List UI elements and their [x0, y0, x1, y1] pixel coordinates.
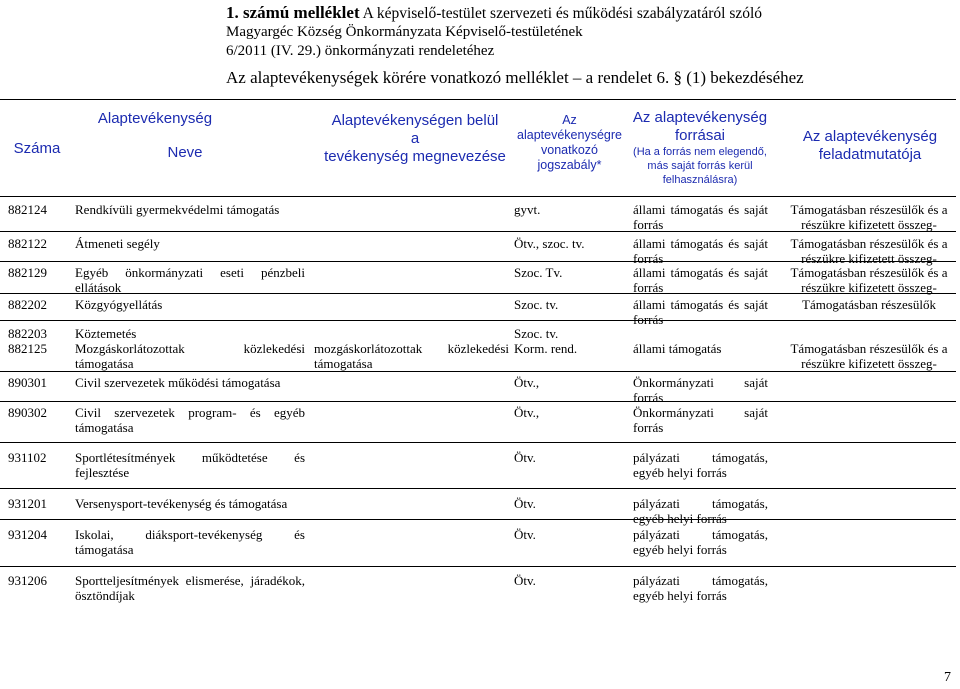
row-931206-name-line: ösztöndíjak	[75, 588, 135, 603]
row-882203-code: 882203	[8, 326, 47, 341]
title-bold: 1. számú melléklet	[226, 3, 360, 22]
row-931102-law: Ötv.	[514, 450, 536, 465]
row-882124-law: gyvt.	[514, 202, 541, 217]
row-divider	[0, 401, 956, 402]
header-neve: Neve	[167, 144, 203, 161]
header-forrasai	[620, 109, 780, 187]
row-882122-indicator-line: Támogatásban részesülők és a	[790, 236, 948, 251]
row-931204-source-line: egyéb helyi forrás	[633, 542, 727, 557]
row-882122-indicator-line: részükre kifizetett összeg-	[801, 251, 937, 266]
row-931204-name-line: Iskolai, diáksport-tevékenység és	[75, 527, 305, 542]
header-forrasai-3: (Ha a forrás nem elegendő,	[633, 146, 767, 158]
row-882124-source-line: forrás	[633, 217, 664, 232]
row-882125-activity-line: támogatása	[314, 356, 373, 371]
row-882129-code: 882129	[8, 265, 47, 280]
row-divider	[0, 519, 956, 520]
row-931201-source-line: pályázati támogatás,	[633, 496, 768, 511]
row-882122-law: Ötv., szoc. tv.	[514, 236, 585, 251]
row-882202-law: Szoc. tv.	[514, 297, 559, 312]
row-882124-indicator-line: részükre kifizetett összeg-	[801, 217, 937, 232]
row-882125-indicator-line: Támogatásban részesülők és a	[790, 341, 948, 356]
row-divider	[0, 261, 956, 262]
row-890302-source-line: forrás	[633, 420, 664, 435]
subtitle: Az alaptevékenységek körére vonatkozó melléklet – a rendelet 6. § (1) bekezdéséhez	[226, 68, 804, 87]
row-882202-source-line: állami támogatás és saját	[633, 297, 768, 312]
header-forrasai-5: felhasználásra)	[662, 174, 738, 186]
row-931201-law: Ötv.	[514, 496, 536, 511]
header-forrasai-4: más saját forrás kerül	[647, 160, 753, 172]
row-882124-indicator-line: Támogatásban részesülők és a	[790, 202, 948, 217]
row-882129-name-line: ellátások	[75, 280, 122, 295]
page-number: 7	[944, 670, 951, 685]
row-882202-code: 882202	[8, 297, 47, 312]
row-882122-source-line: forrás	[633, 251, 664, 266]
row-890301-code: 890301	[8, 375, 47, 390]
row-890302-name-line: Civil szervezetek program- és egyéb	[75, 405, 305, 420]
header-forrasai-2: forrásai	[674, 127, 726, 144]
row-882122-code: 882122	[8, 236, 47, 251]
row-931102-code: 931102	[8, 450, 47, 465]
header-belul-2: a	[410, 130, 420, 147]
row-931206-code: 931206	[8, 573, 47, 588]
title-line-1-rest: A képviselő-testület szervezeti és működési szabályzatáról szóló	[359, 5, 763, 22]
header-forrasai-1: Az alaptevékenység	[632, 109, 768, 126]
row-890301-source-line: Önkormányzati saját	[633, 375, 768, 390]
header-belul-1: Alaptevékenységen belül	[331, 112, 499, 129]
row-890302-law: Ötv.,	[514, 405, 540, 420]
row-divider	[0, 442, 956, 443]
row-931206-source-line: egyéb helyi forrás	[633, 588, 727, 603]
row-890301-law: Ötv.,	[514, 375, 540, 390]
row-890301-source-line: forrás	[633, 390, 664, 405]
title-line-2: Magyargéc Község Önkormányzata Képviselő-testületének	[226, 24, 583, 40]
row-882125-name-line: támogatása	[75, 356, 134, 371]
row-931206-source-line: pályázati támogatás,	[633, 573, 768, 588]
row-882125-activity-line: mozgáskorlátozottak közlekedési	[314, 341, 509, 356]
header-jogszabaly-3: vonatkozó	[541, 143, 598, 157]
row-931201-code: 931201	[8, 496, 47, 511]
row-882125-code: 882125	[8, 341, 47, 356]
header-alaptevekenyseg: Alaptevékenység	[97, 110, 213, 127]
row-890302-name-line: támogatása	[75, 420, 134, 435]
header-belul	[310, 112, 520, 166]
row-882125-name-line: Mozgáskorlátozottak közlekedési	[75, 341, 305, 356]
row-931201-source-line: egyéb helyi forrás	[633, 511, 727, 526]
row-931102-source-line: egyéb helyi forrás	[633, 465, 727, 480]
header-jogszabaly-2: alaptevékenységre	[517, 128, 622, 142]
row-890302-source-line: Önkormányzati saját	[633, 405, 768, 420]
row-882129-source-line: forrás	[633, 280, 664, 295]
header-feladatmutato	[785, 128, 955, 164]
row-931204-law: Ötv.	[514, 527, 536, 542]
row-882129-source-line: állami támogatás és saját	[633, 265, 768, 280]
header-belul-3: tevékenység megnevezése	[324, 148, 506, 165]
row-882125-law: Korm. rend.	[514, 341, 578, 356]
row-882129-law: Szoc. Tv.	[514, 265, 563, 280]
title-line-3: 6/2011 (IV. 29.) önkormányzati rendeletéhez	[226, 43, 495, 59]
header-jogszabaly-1: Az	[562, 113, 577, 127]
header-feladatmutato-2: feladatmutatója	[818, 146, 922, 163]
row-882203-law: Szoc. tv.	[514, 326, 559, 341]
row-931201-name-line: Versenysport-tevékenység és támogatása	[75, 496, 288, 511]
row-882124-code: 882124	[8, 202, 47, 217]
row-890301-name-line: Civil szervezetek működési támogatása	[75, 375, 281, 390]
row-931206-name-line: Sportteljesítmények elismerése, járadékok,	[75, 573, 305, 588]
row-divider	[0, 293, 956, 294]
header-jogszabaly	[512, 113, 627, 173]
row-931102-source-line: pályázati támogatás,	[633, 450, 768, 465]
header-jogszabaly-4: jogszabály*	[537, 158, 602, 172]
row-882202-indicator-line: Támogatásban részesülők	[802, 297, 936, 312]
row-931204-source-line: pályázati támogatás,	[633, 527, 768, 542]
row-divider	[0, 566, 956, 567]
row-882202-name-line: Közgyógyellátás	[75, 297, 163, 312]
row-882124-source-line: állami támogatás és saját	[633, 202, 768, 217]
row-931102-name-line: fejlesztése	[75, 465, 130, 480]
row-882129-indicator-line: Támogatásban részesülők és a	[790, 265, 948, 280]
row-931204-code: 931204	[8, 527, 47, 542]
row-882129-indicator-line: részükre kifizetett összeg-	[801, 280, 937, 295]
row-882202-source-line: forrás	[633, 312, 664, 327]
header-feladatmutato-1: Az alaptevékenység	[802, 128, 938, 145]
row-882122-name-line: Átmeneti segély	[75, 236, 160, 251]
row-divider	[0, 231, 956, 232]
row-divider	[0, 488, 956, 489]
row-890302-code: 890302	[8, 405, 47, 420]
row-931102-name-line: Sportlétesítmények működtetése és	[75, 450, 305, 465]
document-title	[226, 3, 946, 61]
header-szama: Száma	[13, 140, 61, 157]
title-line-1	[226, 3, 946, 23]
row-882122-source-line: állami támogatás és saját	[633, 236, 768, 251]
row-882203-name-line: Köztemetés	[75, 326, 137, 341]
row-882125-indicator-line: részükre kifizetett összeg-	[801, 356, 937, 371]
row-882125-source-line: állami támogatás	[633, 341, 722, 356]
row-931206-law: Ötv.	[514, 573, 536, 588]
row-931204-name-line: támogatása	[75, 542, 134, 557]
row-882129-name-line: Egyéb önkormányzati eseti pénzbeli	[75, 265, 305, 280]
row-882124-name-line: Rendkívüli gyermekvédelmi támogatás	[75, 202, 280, 217]
row-divider	[0, 371, 956, 372]
row-divider	[0, 320, 956, 321]
